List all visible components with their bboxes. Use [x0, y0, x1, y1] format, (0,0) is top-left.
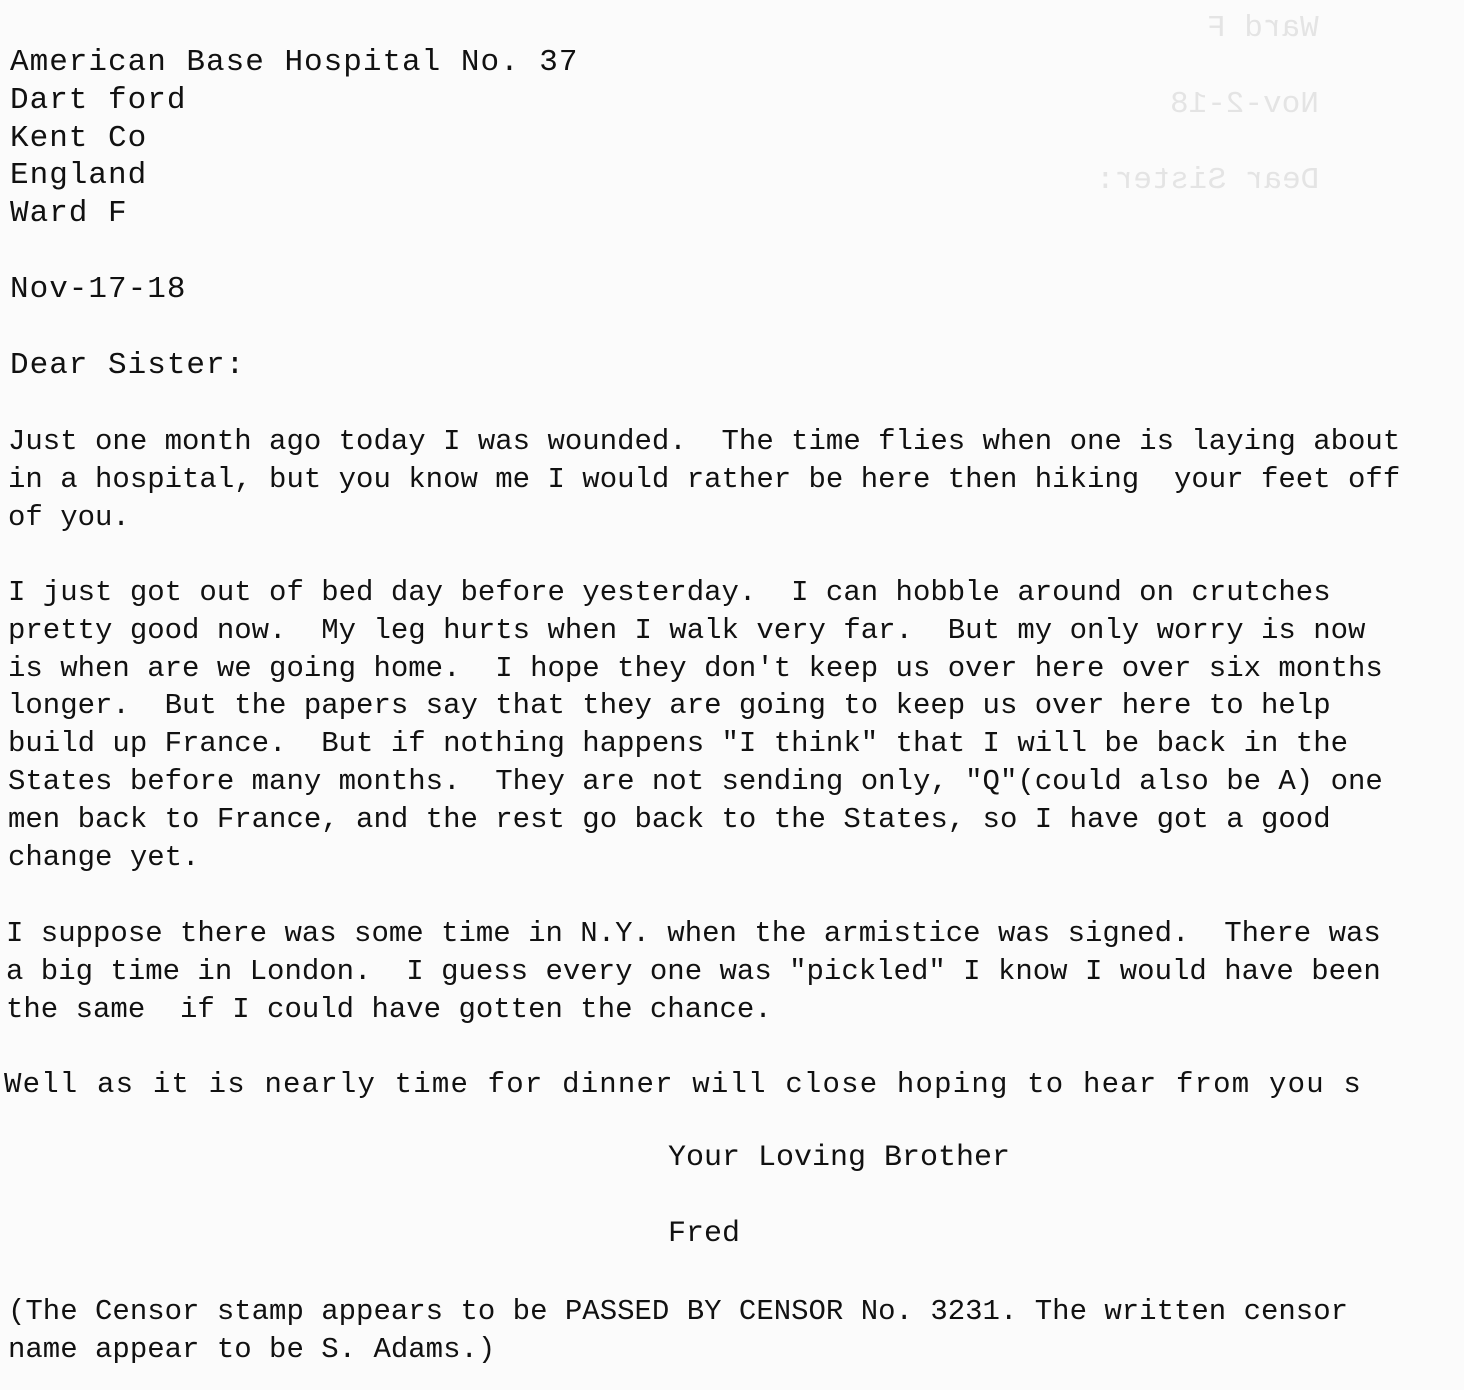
paragraph-line: pretty good now. My leg hurts when I walk very far. But my only worry is now [8, 613, 1366, 647]
signoff: Your Loving Brother [668, 1141, 1011, 1175]
address-line-5: Ward F [10, 196, 128, 231]
paragraph-line: I suppose there was some time in N.Y. when the armistice was signed. There was [6, 917, 1381, 950]
paragraph-line: in a hospital, but you know me I would rather be here then hiking your feet off [8, 462, 1401, 496]
address-line-3: Kent Co [10, 121, 148, 156]
paragraph-line: a big time in London. I guess every one was "pickled" I know I would have been [6, 954, 1381, 988]
bleed-through-text: Ward F [1207, 11, 1319, 46]
letter-date: Nov-17-18 [10, 272, 187, 307]
paragraph-line: States before many months. They are not sending only, "Q"(could also be A) one [8, 764, 1383, 798]
bleed-through-text: Dear Sister: [1095, 163, 1319, 198]
paragraph-line: the same if I could have gotten the chance. [6, 992, 772, 1026]
paragraph-line: is when are we going home. I hope they don't keep us over here over six months [8, 651, 1383, 685]
note-line: name appear to be S. Adams.) [8, 1332, 496, 1366]
paragraph-3 [6, 915, 1381, 1028]
signature: Fred [668, 1217, 741, 1251]
note-line: (The Censor stamp appears to be PASSED BY CENSOR No. 3231. The written censor [8, 1295, 1349, 1328]
paragraph-line: men back to France, and the rest go back to the States, so I have got a good [8, 802, 1331, 836]
address-line-4: England [10, 158, 148, 193]
paragraph-line: Just one month ago today I was wounded. The time flies when one is laying about [8, 425, 1401, 458]
paragraph-line: longer. But the papers say that they are going to keep us over here to help [8, 689, 1331, 723]
salutation: Dear Sister: [10, 348, 246, 383]
paragraph-line: of you. [8, 500, 130, 534]
paragraph-2 [8, 574, 1383, 876]
paragraph-line: build up France. But if nothing happens "I think" that I will be back in the [8, 727, 1349, 761]
paragraph-line: change yet. [8, 840, 200, 874]
paragraph-line: I just got out of bed day before yesterday. I can hobble around on crutches [8, 576, 1331, 609]
censor-note [8, 1293, 1349, 1369]
closing-line: Well as it is nearly time for dinner will close hoping to hear from you s [4, 1068, 1363, 1101]
paragraph-1 [8, 423, 1401, 536]
bleed-through-text: Nov-2-18 [1170, 87, 1319, 122]
address-line-1: American Base Hospital No. 37 [10, 45, 579, 80]
address-line-2: Dart ford [10, 83, 187, 118]
